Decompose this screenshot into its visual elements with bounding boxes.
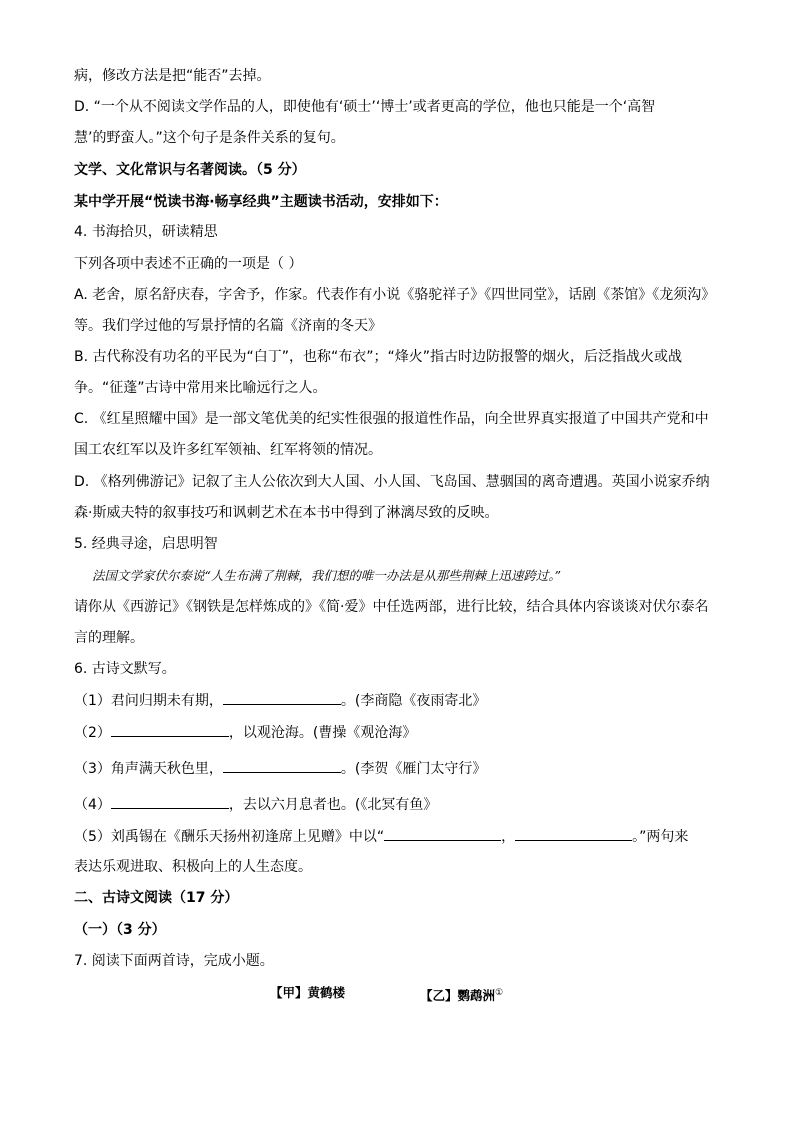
- option-d-sentence: D. “一个从不阅读文学作品的人，即使他有‘硕士’‘博士’或者更高的学位，他也只能是一个‘高智: [74, 99, 656, 115]
- voltaire-quote: 法国文学家伏尔泰说“人生布满了荆棘，我们想的唯一办法是从那些荆棘上迅速跨过。”: [92, 568, 562, 583]
- option-c-cont: 国工农红军以及许多红军领袖、红军将领的情况。: [74, 442, 382, 458]
- dictation-4-source: ，去以六月息者也。(《北冥有鱼》: [228, 797, 438, 813]
- dictation-5-text: （5）刘禹锡在《酬乐天扬州初逢席上见赠》中以“: [74, 829, 385, 845]
- option-d-cont: 森·斯威夫特的叙事技巧和讽刺艺术在本书中得到了淋漓尽致的反映。: [74, 505, 499, 521]
- answer-blank[interactable]: [111, 722, 229, 737]
- footnote-marker: ①: [495, 988, 504, 998]
- question-6-title: 6. 古诗文默写。: [74, 661, 176, 677]
- dictation-3-text: （3）角声满天秋色里，: [74, 761, 223, 777]
- dictation-2-text: （2）: [74, 725, 111, 741]
- poem-title-b: 【乙】鹦鹉洲①: [420, 988, 504, 1004]
- answer-blank[interactable]: [384, 826, 501, 841]
- answer-blank[interactable]: [515, 826, 632, 841]
- dictation-5-comma: ，: [501, 829, 516, 845]
- answer-blank[interactable]: [111, 794, 229, 809]
- option-b-cont: 争。“征蓬”古诗中常用来比喻远行之人。: [74, 380, 327, 396]
- dictation-5-end: 。”两句来: [632, 829, 689, 845]
- question-5-title: 5. 经典寻途，启思明智: [74, 536, 218, 552]
- text-line: 慧’的野蛮人。”这个句子是条件关系的复句。: [74, 130, 345, 146]
- question-4-prompt: 下列各项中表述不正确的一项是（ ）: [74, 256, 303, 272]
- option-b: B. 古代称没有功名的平民为“白丁”，也称“布衣”；“烽火”指古时边防报警的烟火，后泛指战火或战: [74, 349, 683, 365]
- dictation-4-text: （4）: [74, 797, 111, 813]
- question-4-title: 4. 书海拾贝，研读精思: [74, 224, 218, 240]
- dictation-2: [74, 722, 724, 743]
- dictation-3-source: 。(李贺《雁门太守行》: [340, 761, 487, 777]
- dictation-1-text: （1）君问归期未有期，: [74, 693, 223, 709]
- subsection-heading: （一）（3 分）: [74, 922, 166, 938]
- poem-title-a: 【甲】黄鹤楼: [270, 985, 346, 1000]
- answer-blank[interactable]: [223, 758, 341, 773]
- section-heading-poetry: 二、古诗文阅读（17 分）: [74, 890, 239, 906]
- option-a: A. 老舍，原名舒庆春，字舍予，作家。代表作有小说《骆驼祥子》《四世同堂》，话剧《茶馆》《龙须沟》: [74, 287, 716, 303]
- question-5-prompt-cont: 言的理解。: [74, 630, 144, 646]
- activity-intro: 某中学开展“悦读书海·畅享经典”主题读书活动，安排如下：: [74, 194, 448, 210]
- option-c: C. 《红星照耀中国》是一部文笔优美的纪实性很强的报道性作品，向全世界真实报道了中国共产党和中: [74, 411, 709, 427]
- dictation-1-source: 。(李商隐《夜雨寄北》: [340, 693, 487, 709]
- dictation-5-cont: 表达乐观进取、积极向上的人生态度。: [74, 859, 312, 875]
- option-a-cont: 等。我们学过他的写景抒情的名篇《济南的冬天》: [74, 318, 382, 334]
- dictation-2-source: ，以观沧海。(曹操《观沧海》: [228, 725, 417, 741]
- text-line: 病，修改方法是把“能否”去掉。: [74, 68, 271, 84]
- dictation-3: [74, 758, 724, 779]
- dictation-5: [74, 826, 724, 847]
- question-7-title: 7. 阅读下面两首诗，完成小题。: [74, 953, 274, 969]
- option-d: D. 《格列佛游记》记叙了主人公依次到大人国、小人国、飞岛国、慧骃国的离奇遭遇。英国小说家乔纳: [74, 474, 710, 490]
- dictation-1: [74, 690, 724, 711]
- question-5-prompt: 请你从《西游记》《钢铁是怎样炼成的》《简·爱》中任选两部，进行比较，结合具体内容谈谈对伏尔泰名: [74, 599, 709, 615]
- dictation-4: [74, 794, 724, 815]
- section-heading-literature: 文学、文化常识与名著阅读。（5 分）: [74, 162, 306, 178]
- answer-blank[interactable]: [223, 690, 341, 705]
